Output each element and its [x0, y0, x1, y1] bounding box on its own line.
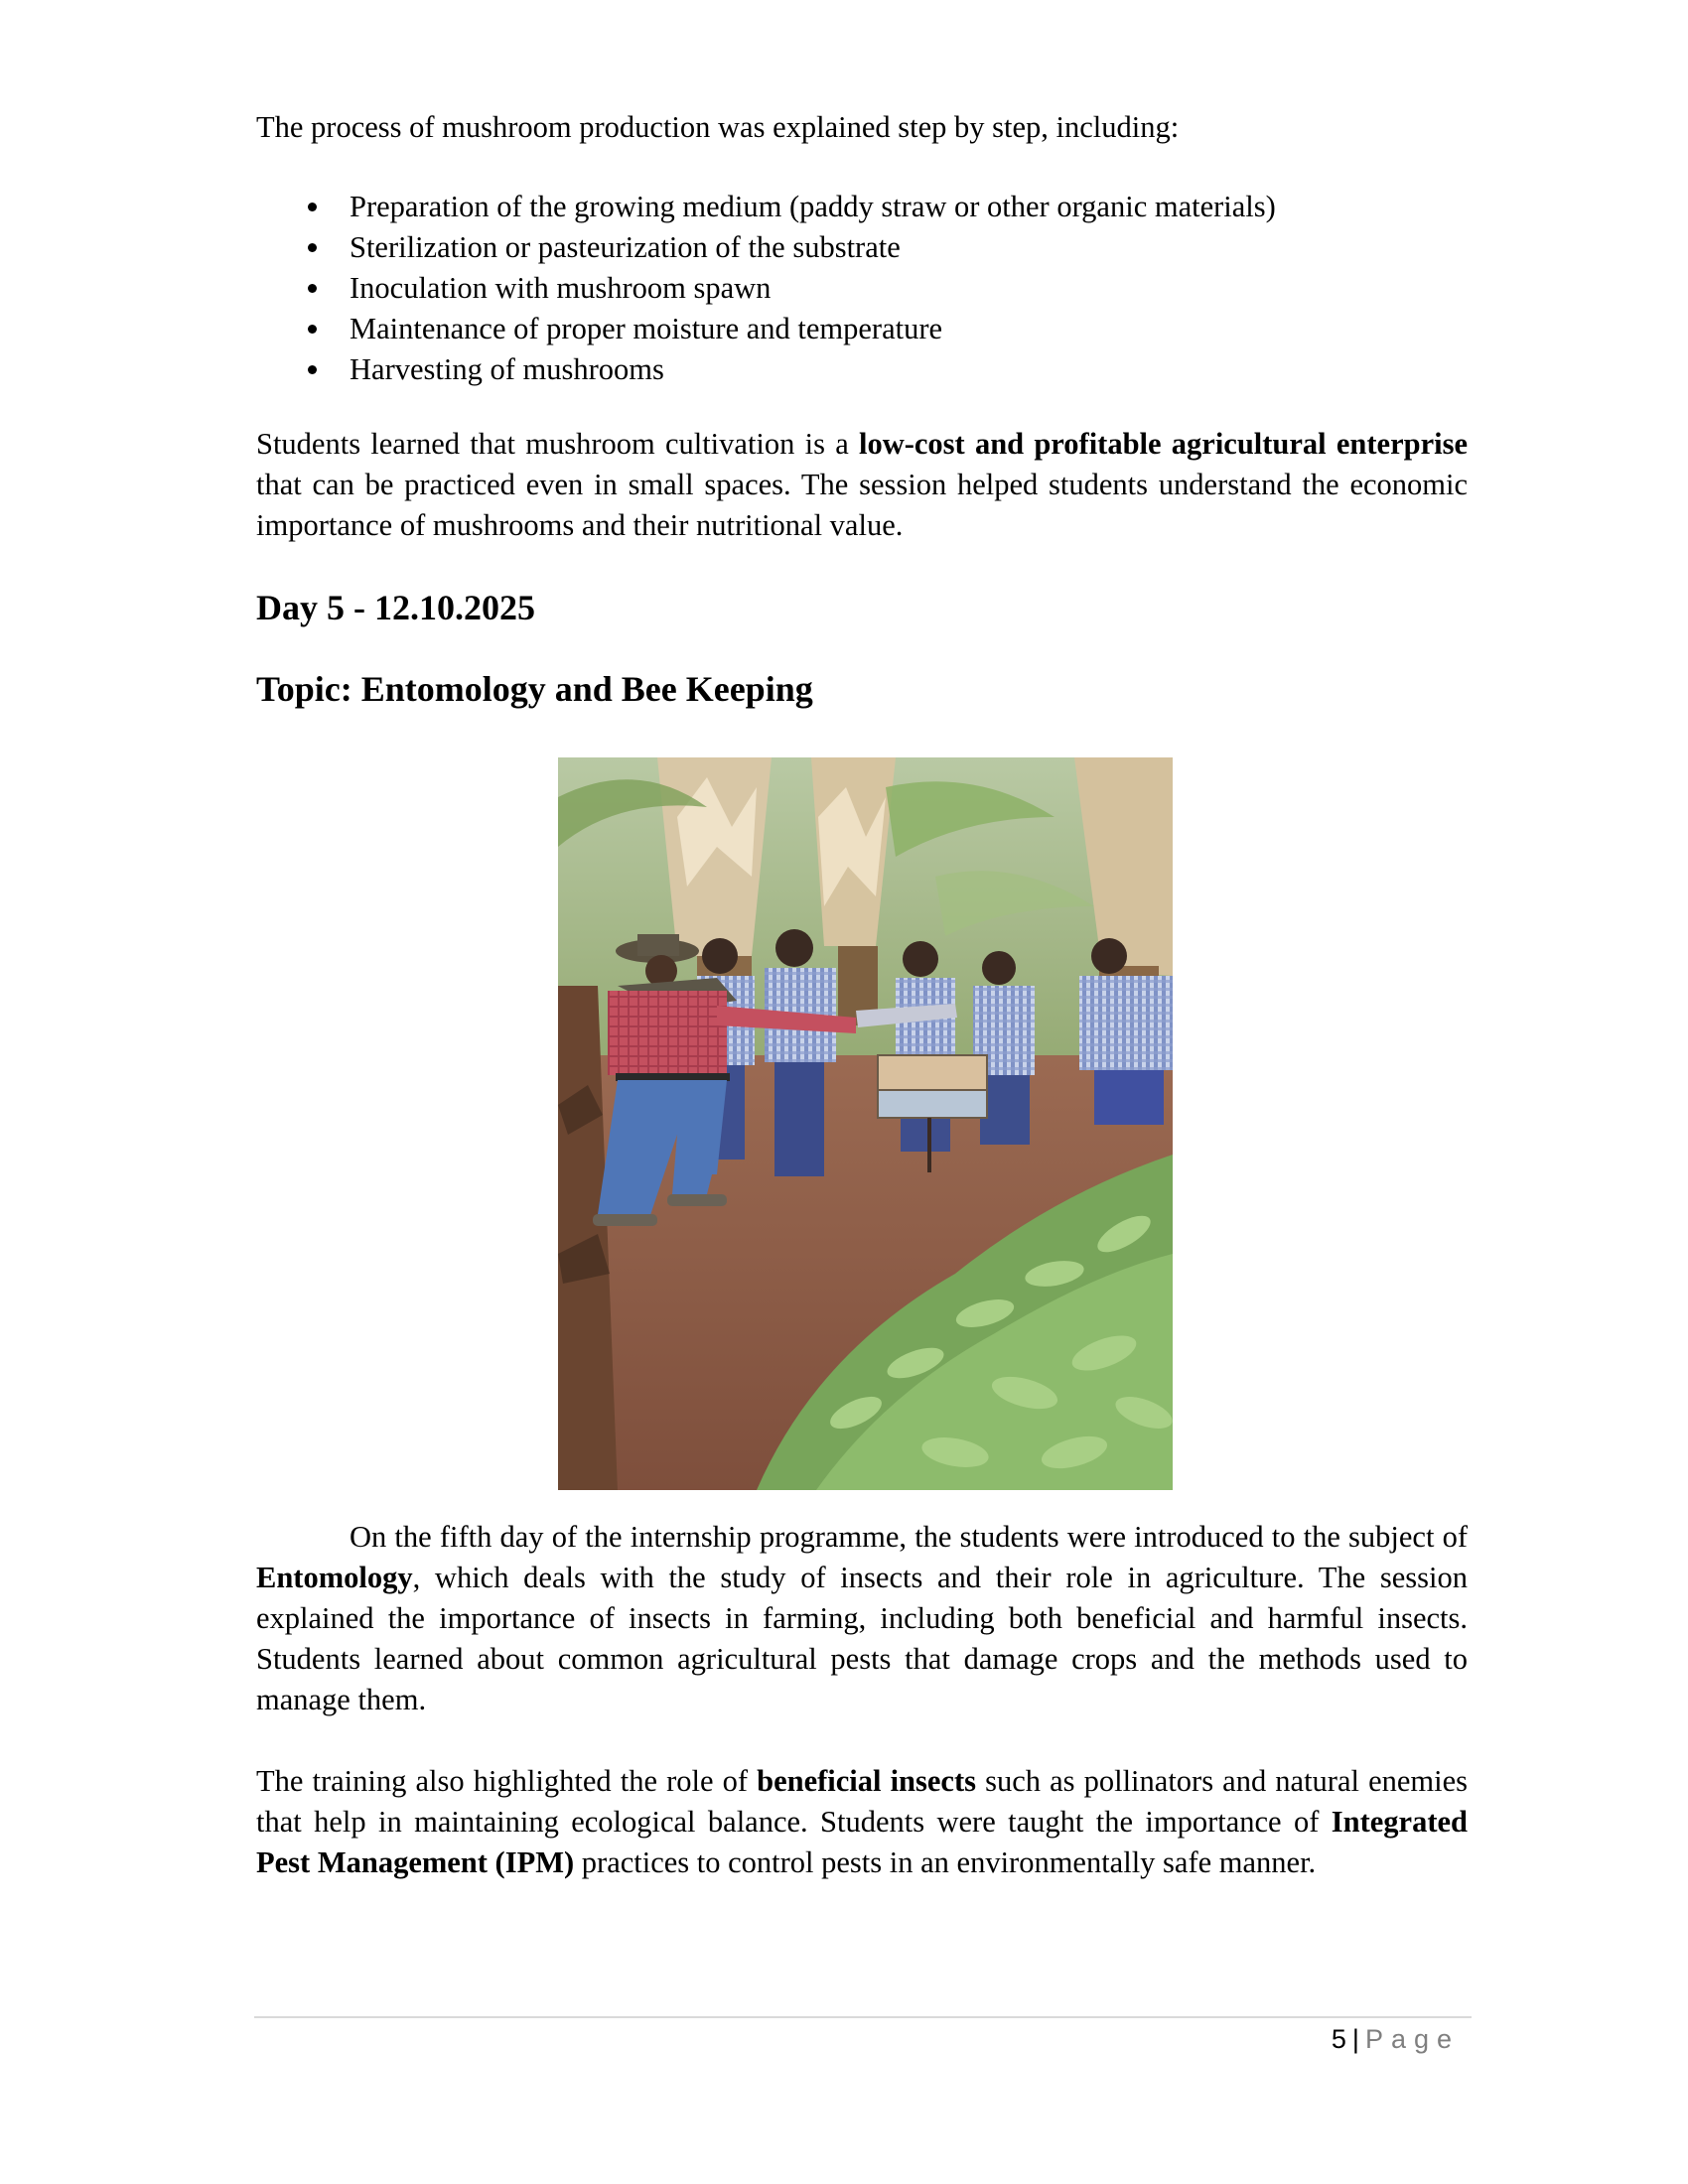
- intro-text: The process of mushroom production was explained step by step, including:: [256, 110, 1180, 144]
- emphasis: Entomology: [256, 1561, 413, 1594]
- bullet-icon: [308, 365, 317, 374]
- list-item: Sterilization or pasteurization of the substrate: [256, 227, 1276, 268]
- page-number: 5: [1331, 2024, 1346, 2054]
- topic-heading: Topic: Entomology and Bee Keeping: [256, 669, 813, 709]
- page-footer: [1332, 2021, 1460, 2057]
- mushroom-summary-paragraph: Students learned that mushroom cultivation is a low-cost and profitable agricultural enterprise that can be practiced even in small spaces. The session helped students understand the economic importance of mushrooms and their nutritional value.: [256, 427, 1468, 542]
- emphasis: beneficial insects: [757, 1764, 976, 1798]
- day-heading: Day 5 - 12.10.2025: [256, 588, 535, 627]
- ipm-paragraph: The training also highlighted the role of beneficial insects such as pollinators and natural enemies that help in maintaining ecological balance. Students were taught the importance of Integrated Pest Management (IPM) practices to control pests in an environmentally safe manner.: [256, 1764, 1469, 1879]
- photo-illustration: [558, 757, 1173, 1490]
- steps-list: [256, 187, 1276, 390]
- list-item: Preparation of the growing medium (paddy straw or other organic materials): [256, 187, 1276, 227]
- bullet-icon: [308, 325, 317, 334]
- bullet-icon: [308, 203, 317, 211]
- beekeeping-photo: [558, 757, 1173, 1490]
- bullet-icon: [308, 243, 317, 252]
- footer-divider: [254, 2016, 1472, 2018]
- emphasis: low-cost and profitable agricultural enterprise: [858, 427, 1468, 461]
- emphasis: Integrated Pest Management (IPM): [256, 1805, 1468, 1879]
- list-item: Maintenance of proper moisture and temperature: [256, 309, 1276, 349]
- list-item: Harvesting of mushrooms: [256, 349, 1276, 390]
- footer-separator: |: [1351, 2024, 1359, 2054]
- bullet-icon: [308, 284, 317, 293]
- page-label: Page: [1364, 2024, 1460, 2054]
- entomology-paragraph: On the fifth day of the internship programme, the students were introduced to the subject of Entomology, which deals with the study of insects and their role in agriculture. The session explained the importance of insects in farming, including both beneficial and harmful insects. Students learned about common agricultural pests that damage crops and the methods used to manage them.: [256, 1520, 1468, 1716]
- list-item: Inoculation with mushroom spawn: [256, 268, 1276, 309]
